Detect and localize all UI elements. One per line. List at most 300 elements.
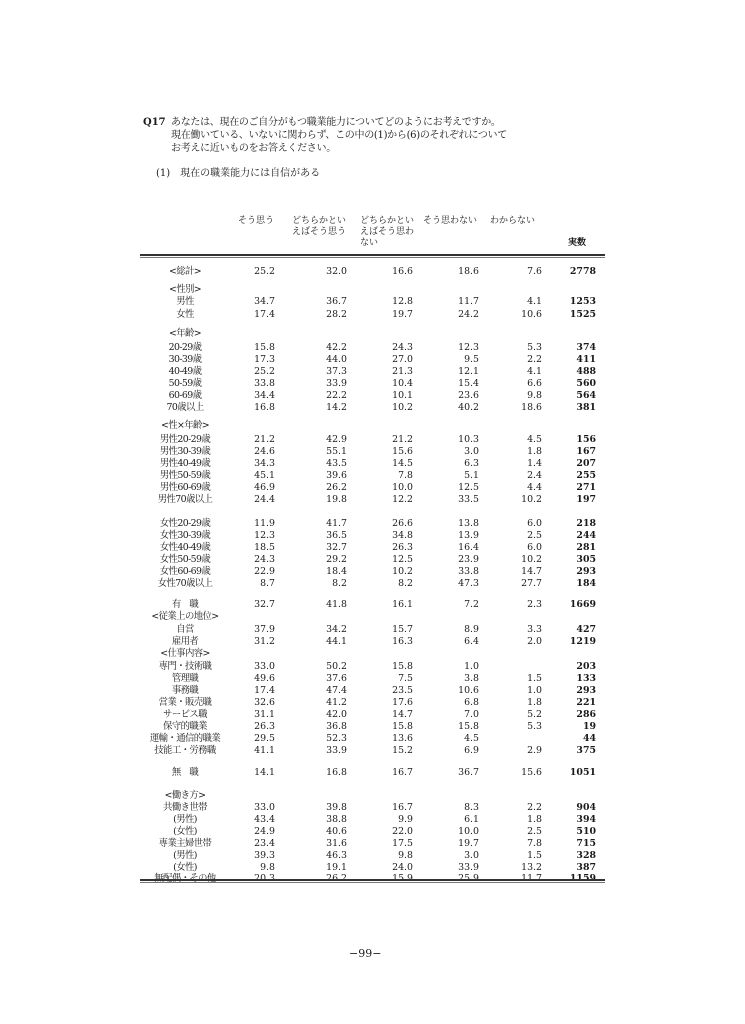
row-label: 30-39歳 (168, 354, 202, 365)
percent-cell: 19.7 (458, 838, 479, 849)
percent-cell: 8.3 (464, 802, 479, 813)
count-cell: 271 (576, 482, 596, 493)
row-label: 運輸・通信的職業 (149, 733, 221, 744)
row-label: <性×年齢> (160, 420, 210, 431)
percent-cell: 1.0 (464, 661, 479, 672)
percent-cell: 33.0 (254, 802, 275, 813)
percent-cell: 15.8 (458, 721, 479, 732)
percent-cell: 24.0 (392, 862, 413, 873)
percent-cell: 14.7 (521, 566, 542, 577)
table-row (0, 446, 745, 457)
percent-cell: 25.2 (254, 366, 275, 377)
percent-cell: 5.2 (527, 709, 542, 720)
percent-cell: 1.5 (527, 673, 542, 684)
column-header-agree: そう思う (238, 216, 275, 226)
percent-cell: 45.1 (254, 470, 275, 481)
percent-cell: 22.9 (254, 566, 275, 577)
table-row (0, 366, 745, 377)
row-label: 営業・販売職 (158, 697, 212, 708)
percent-cell: 16.6 (392, 266, 413, 277)
count-cell: 293 (576, 566, 596, 577)
percent-cell: 39.3 (254, 850, 275, 861)
header-rule-bottom (140, 257, 605, 258)
table-row (0, 838, 745, 849)
percent-cell: 11.7 (458, 296, 479, 307)
percent-cell: 12.3 (458, 342, 479, 353)
row-label: 女性50-59歳 (159, 554, 211, 565)
percent-cell: 27.0 (392, 354, 413, 365)
row-label: 女性40-49歳 (159, 542, 211, 553)
percent-cell: 15.6 (521, 767, 542, 778)
percent-cell: 1.8 (527, 446, 542, 457)
count-cell: 244 (576, 530, 596, 541)
count-cell: 394 (576, 814, 596, 825)
row-label: <従業上の地位> (151, 611, 219, 622)
percent-cell: 12.8 (392, 296, 413, 307)
table-row (0, 309, 745, 320)
percent-cell: 7.5 (398, 673, 413, 684)
table-row (0, 566, 745, 577)
percent-cell: 4.1 (527, 366, 542, 377)
row-label: (男性) (173, 814, 197, 825)
percent-cell: 21.3 (392, 366, 413, 377)
percent-cell: 4.1 (527, 296, 542, 307)
count-cell: 374 (576, 342, 596, 353)
percent-cell: 9.8 (398, 850, 413, 861)
percent-cell: 24.4 (254, 494, 275, 505)
percent-cell: 12.5 (392, 554, 413, 565)
percent-cell: 55.1 (326, 446, 347, 457)
count-cell: 1525 (569, 309, 596, 320)
percent-cell: 17.4 (254, 309, 275, 320)
question-text-line-1: あなたは、現在のご自分がもつ職業能力についてどのようにお考えですか。 (171, 117, 501, 128)
percent-cell: 9.5 (464, 354, 479, 365)
count-cell: 488 (576, 366, 596, 377)
percent-cell: 12.5 (458, 482, 479, 493)
percent-cell: 31.1 (254, 709, 275, 720)
row-label: 無 職 (171, 767, 199, 778)
percent-cell: 10.0 (458, 826, 479, 837)
percent-cell: 9.9 (398, 814, 413, 825)
percent-cell: 24.3 (254, 554, 275, 565)
count-cell: 1253 (569, 296, 596, 307)
percent-cell: 41.8 (326, 599, 347, 610)
table-row (0, 578, 745, 589)
header-rule-top (140, 254, 605, 256)
percent-cell: 39.6 (326, 470, 347, 481)
table-row (0, 518, 745, 529)
percent-cell: 7.6 (527, 266, 542, 277)
percent-cell: 36.8 (326, 721, 347, 732)
percent-cell: 16.8 (254, 402, 275, 413)
percent-cell: 2.4 (527, 470, 542, 481)
count-cell: 203 (576, 661, 596, 672)
count-cell: 328 (576, 850, 596, 861)
count-cell: 44 (582, 733, 596, 744)
percent-cell: 17.6 (392, 697, 413, 708)
percent-cell: 1.8 (527, 697, 542, 708)
percent-cell: 27.7 (521, 578, 542, 589)
percent-cell: 36.7 (458, 767, 479, 778)
percent-cell: 3.0 (464, 850, 479, 861)
percent-cell: 39.8 (326, 802, 347, 813)
percent-cell: 50.2 (326, 661, 347, 672)
percent-cell: 7.8 (527, 838, 542, 849)
table-row (0, 284, 745, 295)
percent-cell: 41.7 (326, 518, 347, 529)
percent-cell: 23.5 (392, 685, 413, 696)
table-row (0, 814, 745, 825)
row-label: 技能工・労務職 (154, 745, 216, 756)
subquestion-title: (1) 現在の職業能力には自信がある (156, 168, 321, 179)
percent-cell: 10.2 (392, 566, 413, 577)
percent-cell: 18.4 (326, 566, 347, 577)
percent-cell: 36.7 (326, 296, 347, 307)
table-row (0, 482, 745, 493)
percent-cell: 23.4 (254, 838, 275, 849)
percent-cell: 2.5 (527, 530, 542, 541)
percent-cell: 7.0 (464, 709, 479, 720)
table-row (0, 709, 745, 720)
percent-cell: 22.0 (392, 826, 413, 837)
percent-cell: 46.3 (326, 850, 347, 861)
percent-cell: 4.4 (527, 482, 542, 493)
percent-cell: 13.6 (392, 733, 413, 744)
percent-cell: 5.3 (527, 721, 542, 732)
percent-cell: 24.3 (392, 342, 413, 353)
table-row (0, 636, 745, 647)
count-cell: 375 (576, 745, 596, 756)
table-row (0, 862, 745, 873)
column-header-count: 実数 (568, 238, 587, 248)
table-row (0, 611, 745, 622)
percent-cell: 6.0 (527, 542, 542, 553)
percent-cell: 4.5 (464, 733, 479, 744)
page-number: −99− (349, 947, 382, 960)
row-label: (女性) (173, 862, 197, 873)
percent-cell: 36.5 (326, 530, 347, 541)
percent-cell: 3.3 (527, 624, 542, 635)
count-cell: 305 (576, 554, 596, 565)
percent-cell: 8.7 (260, 578, 275, 589)
percent-cell: 29.2 (326, 554, 347, 565)
percent-cell: 16.7 (392, 802, 413, 813)
table-row (0, 826, 745, 837)
row-label: 男性 (176, 296, 194, 307)
row-label: <性別> (168, 284, 202, 295)
count-cell: 218 (576, 518, 596, 529)
row-label: 男性40-49歳 (159, 458, 211, 469)
percent-cell: 19.8 (326, 494, 347, 505)
count-cell: 427 (576, 624, 596, 635)
percent-cell: 1.8 (527, 814, 542, 825)
row-label: 50-59歳 (168, 378, 202, 389)
percent-cell: 6.4 (464, 636, 479, 647)
table-bottom-rule (140, 879, 605, 881)
table-row (0, 673, 745, 684)
count-cell: 1219 (569, 636, 596, 647)
row-label: 男性30-39歳 (159, 446, 211, 457)
percent-cell: 26.3 (254, 721, 275, 732)
row-label: <総計> (168, 266, 202, 277)
percent-cell: 19.1 (326, 862, 347, 873)
percent-cell: 26.3 (392, 542, 413, 553)
count-cell: 293 (576, 685, 596, 696)
percent-cell: 10.2 (521, 494, 542, 505)
percent-cell: 2.9 (527, 745, 542, 756)
percent-cell: 6.3 (464, 458, 479, 469)
percent-cell: 15.7 (392, 624, 413, 635)
percent-cell: 10.2 (521, 554, 542, 565)
percent-cell: 46.9 (254, 482, 275, 493)
percent-cell: 2.2 (527, 802, 542, 813)
count-cell: 184 (576, 578, 596, 589)
row-label: 有 職 (171, 599, 199, 610)
count-cell: 197 (576, 494, 596, 505)
column-header-somewhat-disagree: どちらかとい えばそう思わ ない (360, 216, 415, 248)
percent-cell: 14.1 (254, 767, 275, 778)
row-label: 40-49歳 (168, 366, 202, 377)
table-row (0, 354, 745, 365)
table-row (0, 266, 745, 277)
percent-cell: 14.7 (392, 709, 413, 720)
percent-cell: 6.1 (464, 814, 479, 825)
count-cell: 255 (576, 470, 596, 481)
table-row (0, 494, 745, 505)
table-row (0, 434, 745, 445)
percent-cell: 15.8 (392, 721, 413, 732)
count-cell: 510 (576, 826, 596, 837)
row-label: (女性) (173, 826, 197, 837)
percent-cell: 34.3 (254, 458, 275, 469)
percent-cell: 31.2 (254, 636, 275, 647)
percent-cell: 12.2 (392, 494, 413, 505)
count-cell: 2778 (569, 266, 596, 277)
percent-cell: 1.5 (527, 850, 542, 861)
percent-cell: 15.2 (392, 745, 413, 756)
percent-cell: 2.0 (527, 636, 542, 647)
percent-cell: 44.1 (326, 636, 347, 647)
table-row (0, 420, 745, 431)
percent-cell: 37.6 (326, 673, 347, 684)
question-number: Q17 (143, 117, 166, 128)
percent-cell: 33.8 (254, 378, 275, 389)
column-header-disagree: そう思わない (423, 216, 478, 226)
row-label: 女性60-69歳 (159, 566, 211, 577)
count-cell: 1669 (569, 599, 596, 610)
count-cell: 904 (576, 802, 596, 813)
table-row (0, 697, 745, 708)
table-row (0, 745, 745, 756)
table-row (0, 328, 745, 339)
percent-cell: 19.7 (392, 309, 413, 320)
percent-cell: 21.2 (392, 434, 413, 445)
percent-cell: 12.1 (458, 366, 479, 377)
percent-cell: 2.5 (527, 826, 542, 837)
percent-cell: 6.0 (527, 518, 542, 529)
table-row (0, 685, 745, 696)
percent-cell: 21.2 (254, 434, 275, 445)
percent-cell: 16.7 (392, 767, 413, 778)
row-label: 60-69歳 (168, 390, 202, 401)
percent-cell: 13.8 (458, 518, 479, 529)
row-label: 専門・技術職 (158, 661, 212, 672)
row-label: (男性) (173, 850, 197, 861)
percent-cell: 10.3 (458, 434, 479, 445)
table-row (0, 721, 745, 732)
percent-cell: 24.2 (458, 309, 479, 320)
percent-cell: 14.2 (326, 402, 347, 413)
percent-cell: 4.5 (527, 434, 542, 445)
row-label: 雇用者 (171, 636, 199, 647)
question-text-line-3: お考えに近いものをお答えください。 (171, 143, 336, 154)
percent-cell: 42.9 (326, 434, 347, 445)
percent-cell: 9.8 (527, 390, 542, 401)
percent-cell: 1.4 (527, 458, 542, 469)
percent-cell: 24.9 (254, 826, 275, 837)
percent-cell: 38.8 (326, 814, 347, 825)
percent-cell: 33.9 (326, 745, 347, 756)
percent-cell: 34.2 (326, 624, 347, 635)
row-label: 専業主婦世帯 (158, 838, 212, 849)
percent-cell: 15.8 (254, 342, 275, 353)
percent-cell: 17.5 (392, 838, 413, 849)
percent-cell: 2.3 (527, 599, 542, 610)
percent-cell: 34.8 (392, 530, 413, 541)
row-label: <年齢> (168, 328, 202, 339)
percent-cell: 24.6 (254, 446, 275, 457)
percent-cell: 40.2 (458, 402, 479, 413)
table-row (0, 554, 745, 565)
percent-cell: 31.6 (326, 838, 347, 849)
table-row (0, 624, 745, 635)
count-cell: 167 (576, 446, 596, 457)
percent-cell: 17.3 (254, 354, 275, 365)
row-label: 女性70歳以上 (157, 578, 213, 589)
row-label: 男性20-29歳 (159, 434, 211, 445)
percent-cell: 10.1 (392, 390, 413, 401)
row-label: 事務職 (171, 685, 199, 696)
row-label: 女性 (176, 309, 194, 320)
count-cell: 19 (582, 721, 596, 732)
percent-cell: 2.2 (527, 354, 542, 365)
percent-cell: 16.4 (458, 542, 479, 553)
percent-cell: 32.6 (254, 697, 275, 708)
table-row (0, 402, 745, 413)
percent-cell: 34.7 (254, 296, 275, 307)
percent-cell: 12.3 (254, 530, 275, 541)
count-cell: 381 (576, 402, 596, 413)
row-label: 男性70歳以上 (157, 494, 213, 505)
percent-cell: 6.8 (464, 697, 479, 708)
percent-cell: 33.0 (254, 661, 275, 672)
percent-cell: 6.9 (464, 745, 479, 756)
row-label: 保守的職業 (163, 721, 207, 732)
percent-cell: 42.0 (326, 709, 347, 720)
count-cell: 286 (576, 709, 596, 720)
percent-cell: 49.6 (254, 673, 275, 684)
percent-cell: 32.7 (326, 542, 347, 553)
percent-cell: 3.8 (464, 673, 479, 684)
row-label: <仕事内容> (160, 648, 210, 659)
percent-cell: 25.2 (254, 266, 275, 277)
count-cell: 221 (576, 697, 596, 708)
percent-cell: 33.9 (458, 862, 479, 873)
row-label: 男性50-59歳 (159, 470, 211, 481)
row-label: 女性30-39歳 (159, 530, 211, 541)
table-bottom-rule-inner (140, 882, 605, 883)
percent-cell: 13.2 (521, 862, 542, 873)
count-cell: 281 (576, 542, 596, 553)
table-row (0, 296, 745, 307)
row-label: <働き方> (164, 790, 206, 801)
percent-cell: 8.2 (332, 578, 347, 589)
column-header-dont-know: わからない (490, 216, 536, 226)
percent-cell: 9.8 (260, 862, 275, 873)
percent-cell: 8.9 (464, 624, 479, 635)
percent-cell: 10.2 (392, 402, 413, 413)
percent-cell: 41.2 (326, 697, 347, 708)
percent-cell: 3.0 (464, 446, 479, 457)
percent-cell: 18.5 (254, 542, 275, 553)
percent-cell: 47.4 (326, 685, 347, 696)
percent-cell: 34.4 (254, 390, 275, 401)
table-row (0, 342, 745, 353)
percent-cell: 17.4 (254, 685, 275, 696)
percent-cell: 33.8 (458, 566, 479, 577)
percent-cell: 14.5 (392, 458, 413, 469)
count-cell: 207 (576, 458, 596, 469)
table-row (0, 733, 745, 744)
column-header-somewhat-agree: どちらかとい えばそう思う (292, 216, 347, 237)
count-cell: 411 (576, 354, 596, 365)
percent-cell: 6.6 (527, 378, 542, 389)
percent-cell: 47.3 (458, 578, 479, 589)
row-label: 女性20-29歳 (159, 518, 211, 529)
row-label: 自営 (176, 624, 194, 635)
table-row (0, 850, 745, 861)
question-text-line-2: 現在働いている、いないに関わらず、この中の(1)から(6)のそれぞれについて (171, 130, 507, 141)
count-cell: 560 (576, 378, 596, 389)
percent-cell: 43.4 (254, 814, 275, 825)
table-row (0, 790, 745, 801)
percent-cell: 10.4 (392, 378, 413, 389)
percent-cell: 32.0 (326, 266, 347, 277)
row-label: 20-29歳 (168, 342, 202, 353)
percent-cell: 10.0 (392, 482, 413, 493)
percent-cell: 52.3 (326, 733, 347, 744)
percent-cell: 11.9 (254, 518, 275, 529)
percent-cell: 32.7 (254, 599, 275, 610)
percent-cell: 26.6 (392, 518, 413, 529)
table-row (0, 802, 745, 813)
percent-cell: 42.2 (326, 342, 347, 353)
percent-cell: 13.9 (458, 530, 479, 541)
table-row (0, 661, 745, 672)
percent-cell: 41.1 (254, 745, 275, 756)
percent-cell: 23.6 (458, 390, 479, 401)
table-row (0, 542, 745, 553)
row-label: サービス職 (163, 709, 207, 720)
table-row (0, 390, 745, 401)
table-row (0, 599, 745, 610)
percent-cell: 15.8 (392, 661, 413, 672)
count-cell: 387 (576, 862, 596, 873)
count-cell: 133 (576, 673, 596, 684)
percent-cell: 37.3 (326, 366, 347, 377)
percent-cell: 8.2 (398, 578, 413, 589)
count-cell: 1051 (569, 767, 596, 778)
